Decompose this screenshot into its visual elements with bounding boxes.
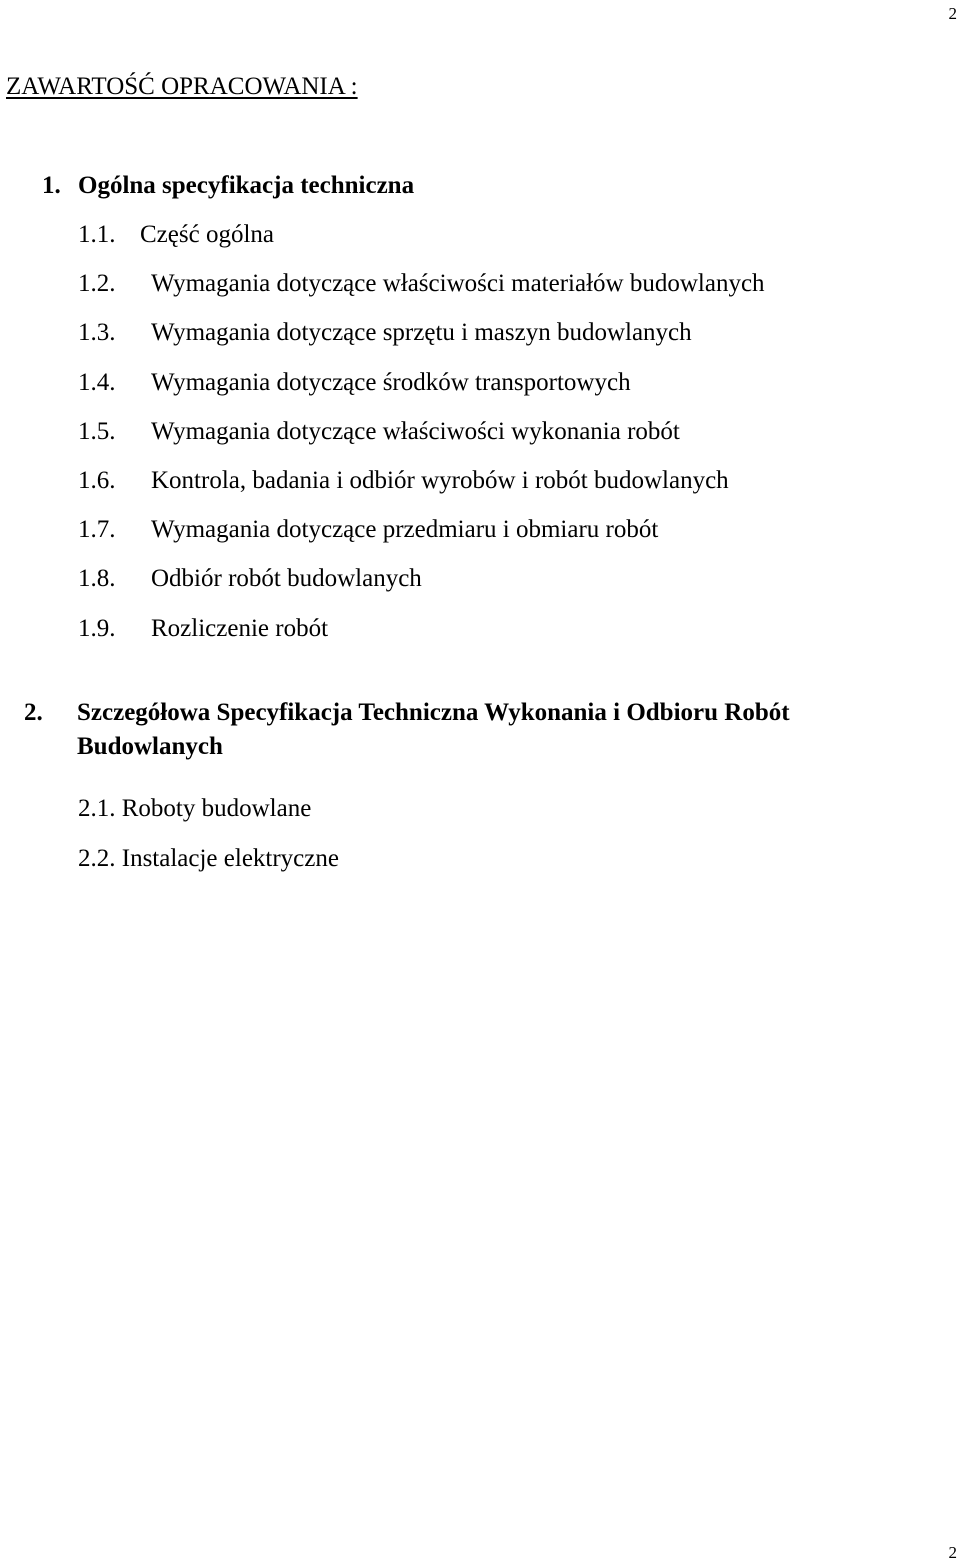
list-item-number: 1.3. bbox=[78, 319, 116, 347]
list-item-number: 1.9. bbox=[78, 614, 116, 642]
list-item-number: 1.6. bbox=[78, 466, 116, 494]
section-1-list bbox=[78, 218, 765, 661]
list-item: 2.2. Instalacje elektryczne bbox=[78, 844, 339, 872]
list-item-label: Kontrola, badania i odbiór wyrobów i robót budowlanych bbox=[151, 466, 729, 494]
list-item bbox=[78, 562, 765, 611]
list-item bbox=[78, 267, 765, 316]
section-2-list bbox=[78, 792, 339, 891]
list-item-number: 1.5. bbox=[78, 417, 116, 445]
section-2-title bbox=[24, 696, 934, 764]
section-1-title bbox=[42, 169, 414, 203]
list-item bbox=[78, 464, 765, 513]
list-item-label: Wymagania dotyczące właściwości materiałów budowlanych bbox=[151, 270, 765, 298]
list-item-label: Część ogólna bbox=[140, 221, 274, 248]
list-item: 2.1. Roboty budowlane bbox=[78, 795, 312, 822]
section-1-number: 1. bbox=[42, 172, 61, 199]
list-item-number: 1.1. bbox=[78, 221, 116, 248]
list-item-label: Odbiór robót budowlanych bbox=[151, 565, 422, 593]
section-2-label: Szczegółowa Specyfikacja Techniczna Wykonania i Odbioru Robót Budowlanych bbox=[77, 699, 790, 760]
list-item-label: Wymagania dotyczące przedmiaru i obmiaru robót bbox=[151, 516, 659, 544]
list-item bbox=[78, 316, 765, 365]
section-1-label: Ogólna specyfikacja techniczna bbox=[78, 172, 415, 199]
list-item-number: 1.2. bbox=[78, 270, 116, 298]
page-title: ZAWARTOŚĆ OPRACOWANIA : bbox=[6, 73, 358, 100]
list-item-number: 1.7. bbox=[78, 516, 116, 544]
list-item-number: 1.8. bbox=[78, 565, 116, 593]
section-2-number: 2. bbox=[24, 699, 43, 726]
page-number-bottom: 2 bbox=[948, 1543, 957, 1562]
list-item-label: Wymagania dotyczące sprzętu i maszyn budowlanych bbox=[151, 319, 692, 347]
list-item bbox=[78, 218, 765, 267]
page-number-top: 2 bbox=[948, 4, 957, 23]
list-item bbox=[78, 366, 765, 415]
list-item-label: Wymagania dotyczące właściwości wykonania robót bbox=[151, 417, 680, 445]
list-item bbox=[78, 513, 765, 562]
list-item bbox=[78, 612, 765, 661]
list-item-label: Rozliczenie robót bbox=[151, 614, 329, 642]
list-item-number: 1.4. bbox=[78, 368, 116, 396]
list-item bbox=[78, 415, 765, 464]
list-item-label: Wymagania dotyczące środków transportowych bbox=[151, 368, 631, 396]
